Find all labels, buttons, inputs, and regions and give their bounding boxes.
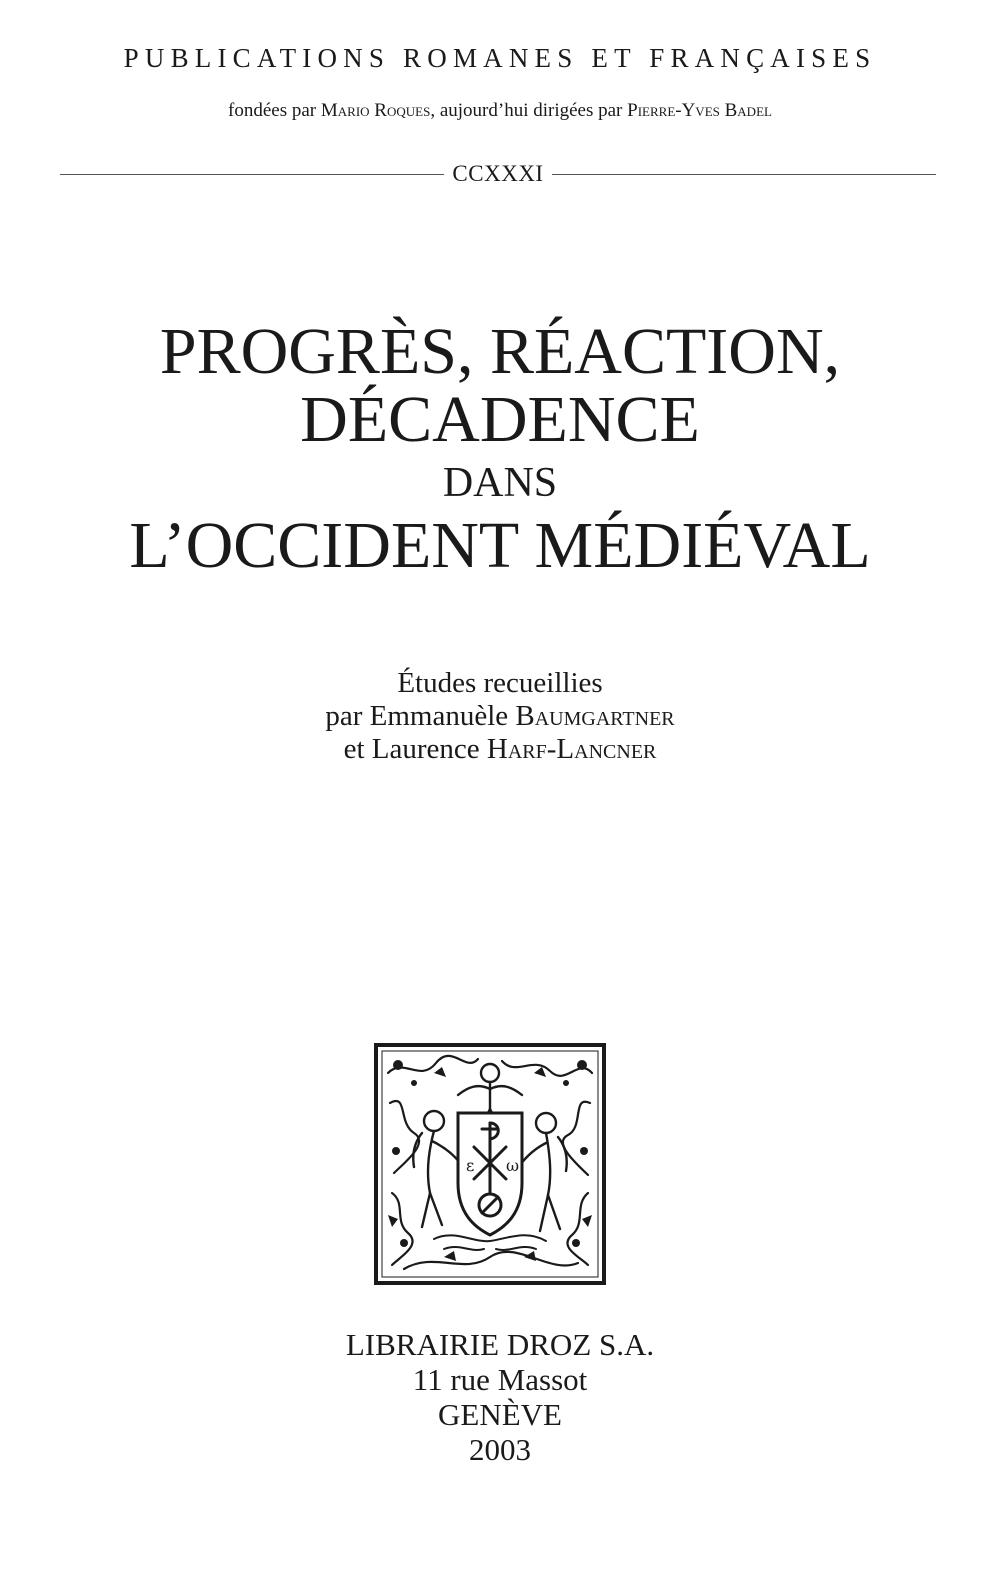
title-line-4: L’OCCIDENT MÉDIÉVAL — [129, 509, 871, 582]
publisher-city: GENÈVE — [438, 1397, 562, 1432]
editor-2-surname: Harf-Lancner — [486, 733, 657, 765]
founder-name: Mario Roques — [320, 100, 431, 121]
right-rule — [552, 174, 936, 175]
left-rule — [60, 174, 444, 175]
series-founders — [0, 98, 1000, 124]
volume-number-row — [60, 158, 936, 190]
editors-block — [0, 667, 1000, 766]
founders-middle: , aujourd’hui dirigées par — [430, 100, 628, 121]
founders-prefix: fondées par — [228, 100, 321, 121]
title-line-2: DÉCADENCE — [300, 383, 700, 456]
title-line-1: PROGRÈS, RÉACTION, — [159, 315, 841, 388]
editor-1-prefix: par Emmanuèle — [325, 700, 516, 732]
editors-line-3 — [0, 733, 1000, 766]
book-title — [0, 315, 1000, 582]
editors-line-2 — [0, 700, 1000, 733]
printers-device-woodcut-icon — [374, 1043, 606, 1285]
volume-number: CCXXXI — [452, 161, 544, 186]
publication-year: 2003 — [469, 1432, 531, 1467]
editors-line-1: Études recueillies — [397, 667, 603, 699]
title-line-3: DANS — [442, 460, 558, 506]
series-name: PUBLICATIONS ROMANES ET FRANÇAISES — [123, 43, 877, 73]
svg-text:ε: ε — [466, 1156, 475, 1175]
publisher-address: 11 rue Massot — [412, 1362, 588, 1397]
publisher-name: LIBRAIRIE DROZ S.A. — [345, 1327, 655, 1362]
editor-2-prefix: et Laurence — [343, 733, 487, 765]
svg-text:ω: ω — [506, 1156, 520, 1175]
director-name: Pierre-Yves Badel — [627, 100, 772, 121]
publisher-block — [0, 1327, 1000, 1467]
editor-1-surname: Baumgartner — [515, 700, 675, 732]
